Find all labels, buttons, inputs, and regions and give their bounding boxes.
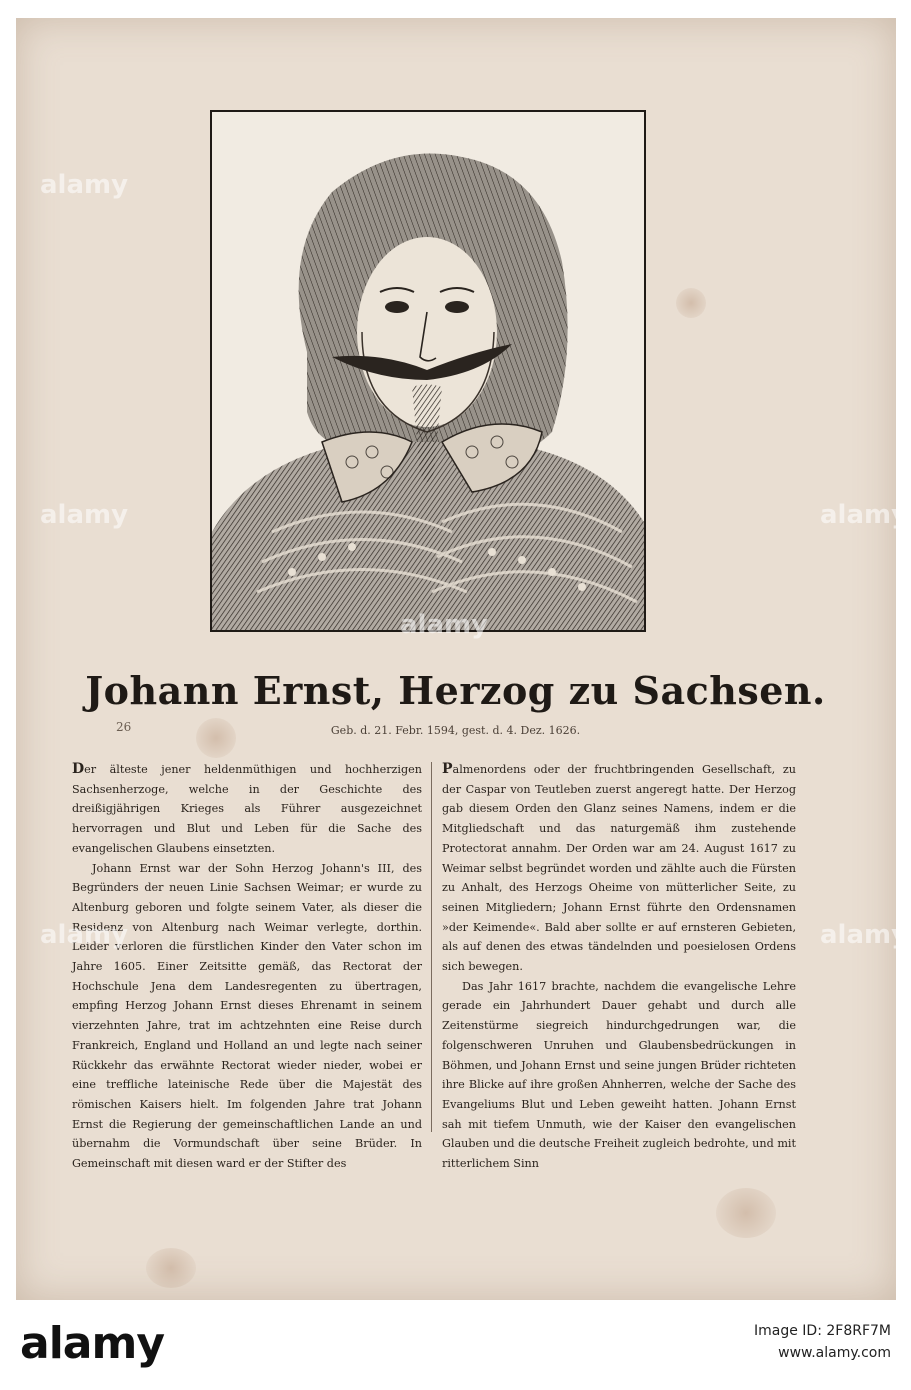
footer-info: [754, 1320, 891, 1364]
watermark: alamy: [40, 500, 129, 530]
paragraph: Das Jahr 1617 brachte, nachdem die evangelische Lehre gerade ein Jahrhundert Dauer gehabt und durch alle Zeitenstürme siegreich hindurchgedrungen war, die folgenschweren Unruhen und Glaubensbedrückungen in Böhmen, und Johann Ernst und seine jungen Brüder richteten ihre Blicke auf ihre großen Ahnherren, welche der Sache des Evangeliums Blut und Leben geweiht hatten. Johann Ernst sah mit tiefem Unmuth, wie der Kaiser den evangelischen Glauben und die deutsche Freiheit zugleich bedrohte, und mit ritterlichem Sinn: [442, 979, 796, 1171]
site-url: www.alamy.com: [778, 1345, 891, 1361]
paragraph: Der älteste jener heldenmüthigen und hochherzigen Sachsenherzoge, welche in der Geschichte des dreißigjährigen Krieges als Führer ausgezeichnet hervorragen und Blut und Leben für die Sache des evangelischen Glaubens einsetzten.: [72, 761, 422, 855]
foxing-stain: [146, 1248, 196, 1288]
text-column-right: [442, 760, 796, 1174]
margin-mark: 26: [116, 720, 132, 734]
birth-death-dates: Geb. d. 21. Febr. 1594, gest. d. 4. Dez. 1626.: [330, 724, 581, 737]
paragraph: Johann Ernst war der Sohn Herzog Johann's III, des Begründers der neuen Linie Sachsen Weimar; er wurde zu Altenburg geboren und folgte seinem Vater, als dieser die Residenz von Altenburg nach Weimar verlegte, dorthin. Leider verloren die fürstlichen Kinder den Vater schon im Jahre 1605. Einer Zeitsitte gemäß, das Rectorat der Hochschule Jena dem Landesregenten zu übertragen, empfing Herzog Johann Ernst dieses Ehrenamt in seinem vierzehnten Jahre, trat im achtzehnten eine Reise durch Frankreich, England und Holland an und legte nach seiner Rückkehr das erwähnte Rectorat wieder nieder, wobei er eine treffliche lateinische Rede über die Majestät des römischen Kaisers hielt. Im folgenden Jahre trat Johann Ernst die Regierung der gemeinschaftlichen Lande an und übernahm die Vormundschaft über seine Brüder. In Gemeinschaft mit diesen ward er der Stifter des: [72, 861, 422, 1171]
watermark: alamy: [400, 610, 489, 640]
watermark: alamy: [40, 170, 129, 200]
image-id: Image ID: 2F8RF7M: [753, 1323, 891, 1339]
column-divider: [431, 762, 432, 1132]
paragraph: Palmenordens oder der fruchtbringenden Gesellschaft, zu der Caspar von Teutleben zuerst angeregt hatte. Der Herzog gab diesem Orden den Glanz seines Namens, indem er die Mitgliedschaft und das naturgemäß ihm zustehende Protectorat annahm. Der Orden war am 24. August 1617 zu Weimar selbst begründet worden und zählte auch die Fürsten zu Anhalt, des Herzogs Oheime von mütterlicher Seite, zu seinen Mitgliedern; Johann Ernst führte den Ordensnamen »der Keimende«. Bald aber sollte er auf ernsteren Gebieten, als auf denen des etwas tändelnden und poesielosen Ordens sich bewegen.: [442, 761, 796, 974]
portrait-illustration: [212, 112, 644, 630]
alamy-logo: alamy: [20, 1318, 164, 1369]
watermark: alamy: [820, 920, 909, 950]
watermark: alamy: [820, 500, 909, 530]
article-title: Johann Ernst, Herzog zu Sachsen.: [85, 668, 826, 713]
foxing-stain: [716, 1188, 776, 1238]
foxing-stain: [676, 288, 706, 318]
watermark: alamy: [40, 920, 129, 950]
text-column-left: [72, 760, 422, 1174]
portrait-engraving: [210, 110, 646, 632]
